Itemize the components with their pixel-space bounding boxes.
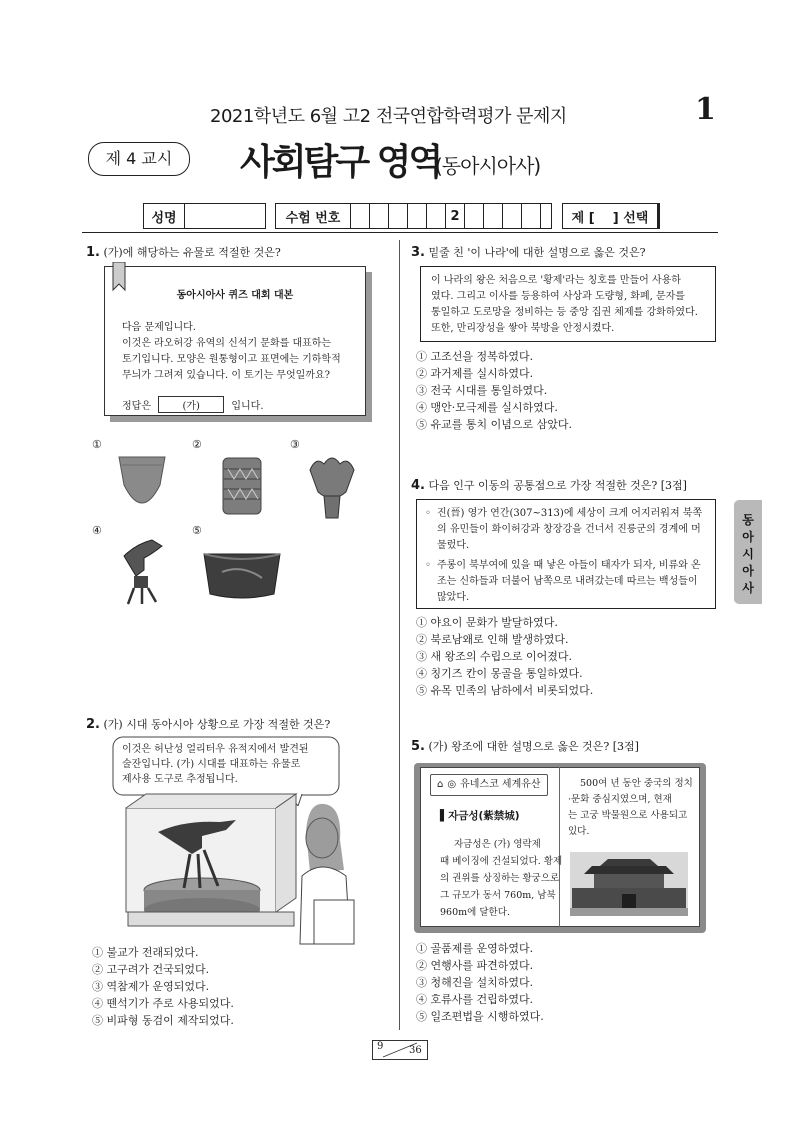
q5-right-text bbox=[568, 776, 693, 840]
exam-number-digit: 2 bbox=[446, 204, 465, 228]
question-2 bbox=[86, 716, 330, 732]
q2-choice-3[interactable]: ③ 역참제가 운영되었다. bbox=[92, 980, 210, 993]
question-3 bbox=[411, 244, 646, 260]
unesco-badge bbox=[430, 774, 548, 796]
q4-passage-item: ◦ 주롱이 북부여에 있을 때 낳은 아들이 태자가 되자, 비류와 온조는 신하들과 더불어 남쪽으로 내려갔는데 따르는 백성들이 많았다. bbox=[425, 558, 707, 606]
q1-choice-5[interactable]: ⑤ bbox=[192, 524, 202, 537]
question-1 bbox=[86, 244, 281, 260]
name-field[interactable] bbox=[143, 203, 266, 229]
subject-title: 사회탐구 영역 bbox=[240, 142, 441, 183]
q3-passage-line: 이 나라의 왕은 처음으로 '황제'라는 칭호를 만들어 사용하 bbox=[431, 275, 681, 286]
q5-left-line: 의 권위를 상징하는 황궁으로 bbox=[440, 873, 560, 884]
column-divider bbox=[399, 240, 400, 1030]
museum-display-illustration bbox=[124, 780, 364, 946]
q1-choice-3[interactable]: ③ bbox=[290, 438, 300, 451]
q4-passage-item: ◦ 진(晉) 영가 연간(307~313)에 세상이 크게 어지러워져 북쪽의 유민들이 화이허강과 창장강을 건너서 진릉군의 경계에 머물렀다. bbox=[425, 506, 707, 554]
q5-site-title bbox=[440, 808, 520, 823]
q1-card-line: 토기입니다. 모양은 원통형이고 표면에는 기하학적 bbox=[122, 354, 341, 365]
exam-number-field[interactable] bbox=[275, 203, 552, 229]
q3-choice-1[interactable]: ① 고조선을 정복하였다. bbox=[416, 350, 534, 363]
selection-label: 제 [ ] 선택 bbox=[571, 210, 649, 226]
q5-site-title-text: 자금성(紫禁城) bbox=[448, 810, 520, 822]
side-tab-char: 동 bbox=[742, 513, 754, 527]
q5-left-line: 960m에 달한다. bbox=[440, 907, 510, 918]
q5-left-line: 그 규모가 동서 760m, 남북 bbox=[440, 890, 556, 901]
q5-right-line: 있다. bbox=[568, 826, 590, 837]
q4-choice-2[interactable]: ② 북로남왜로 인해 발생하였다. bbox=[416, 633, 569, 646]
q1-answer-suffix: 입니다. bbox=[231, 401, 264, 412]
q1-answer-blank: (가) bbox=[158, 396, 224, 413]
bar-marker-icon: ▌ bbox=[440, 810, 449, 822]
q5-left-line: 자금성은 (가) 영락제 bbox=[454, 839, 541, 850]
q2-choice-4[interactable]: ④ 뗀석기가 주로 사용되었다. bbox=[92, 997, 234, 1010]
q2-choice-2[interactable]: ② 고구려가 건국되었다. bbox=[92, 963, 210, 976]
q4-number: 4. bbox=[411, 478, 425, 493]
q5-left-line: 때 베이징에 건설되었다. 황제 bbox=[440, 856, 563, 867]
q4-choices bbox=[416, 614, 593, 699]
q5-left-text bbox=[440, 836, 562, 921]
q3-choice-4[interactable]: ④ 맹안·모극제를 실시하였다. bbox=[416, 401, 558, 414]
q5-right-line: 500여 년 동안 중국의 정치 bbox=[580, 778, 693, 789]
page-counter bbox=[372, 1040, 428, 1060]
side-tab-char: 사 bbox=[742, 581, 754, 595]
q2-choices bbox=[92, 944, 234, 1029]
q4-choice-1[interactable]: ① 야요이 문화가 발달하였다. bbox=[416, 616, 558, 629]
q4-choice-5[interactable]: ⑤ 유목 민족의 남하에서 비롯되었다. bbox=[416, 684, 594, 697]
q5-choice-4[interactable]: ④ 호류사를 건립하였다. bbox=[416, 993, 534, 1006]
page-number: 1 bbox=[695, 92, 716, 127]
q3-text: 밑줄 친 '이 나라'에 대한 설명으로 옳은 것은? bbox=[428, 246, 646, 259]
page-current: 9 bbox=[377, 1041, 384, 1052]
q1-answer-line bbox=[122, 396, 264, 413]
period-label: 제 4 교시 bbox=[88, 142, 190, 176]
unesco-badge-text: 유네스코 세계유산 bbox=[460, 779, 541, 790]
q2-bubble-line: 제사용 도구로 추정됩니다. bbox=[122, 774, 238, 785]
q2-choice-1[interactable]: ① 불교가 전래되었다. bbox=[92, 946, 199, 959]
q3-number: 3. bbox=[411, 245, 425, 260]
q5-choices bbox=[416, 940, 544, 1025]
q5-choice-3[interactable]: ③ 청해진을 설치하였다. bbox=[416, 976, 534, 989]
q2-text: (가) 시대 동아시아 상황으로 가장 적절한 것은? bbox=[103, 718, 331, 731]
q2-bubble-line: 술잔입니다. (가) 시대를 대표하는 유물로 bbox=[122, 759, 301, 770]
exam-number-label: 수험 번호 bbox=[276, 204, 351, 228]
q1-text: (가)에 해당하는 유물로 적절한 것은? bbox=[103, 246, 281, 259]
q1-card-line: 무늬가 그려져 있습니다. 이 토기는 무엇일까요? bbox=[122, 370, 330, 381]
carved-stone-vessel-image bbox=[202, 548, 282, 604]
q3-choice-2[interactable]: ② 과거제를 실시하였다. bbox=[416, 367, 534, 380]
q5-text: (가) 왕조에 대한 설명으로 옳은 것은? [3점] bbox=[428, 740, 639, 753]
bronze-vessel-artifact-image bbox=[118, 536, 170, 606]
side-tab-char: 시 bbox=[742, 547, 754, 561]
q3-choice-5[interactable]: ⑤ 유교를 통치 이념으로 삼았다. bbox=[416, 418, 572, 431]
page-total: 36 bbox=[409, 1045, 422, 1056]
q5-choice-1[interactable]: ① 골품제를 운영하였다. bbox=[416, 942, 534, 955]
side-tab-label bbox=[734, 512, 762, 597]
q4-choice-4[interactable]: ④ 칭기즈 칸이 몽골을 통일하였다. bbox=[416, 667, 583, 680]
pottery-artifact-2-image bbox=[220, 455, 264, 517]
q3-choice-3[interactable]: ③ 전국 시대를 통일하였다. bbox=[416, 384, 548, 397]
q2-number: 2. bbox=[86, 717, 100, 732]
q3-passage-line: 또한, 만리장성을 쌓아 북방을 안정시켰다. bbox=[431, 323, 615, 334]
q1-card-title: 동아시아사 퀴즈 대회 대본 bbox=[176, 290, 294, 301]
side-tab-char: 아 bbox=[742, 564, 754, 578]
q4-passage-text: 주롱이 북부여에 있을 때 낳은 아들이 태자가 되자, 비류와 온조는 신하들과 더불어 남쪽으로 내려갔는데 따르는 백성들이 많았다. bbox=[437, 560, 701, 603]
forbidden-city-photo bbox=[570, 852, 688, 916]
q1-choice-2[interactable]: ② bbox=[192, 438, 202, 451]
header-rule bbox=[82, 232, 718, 233]
exam-title: 2021학년도 6월 고2 전국연합학력평가 문제지 bbox=[210, 106, 567, 127]
pottery-artifact-3-image bbox=[306, 452, 358, 520]
q5-right-line: 는 고궁 박물원으로 사용되고 bbox=[568, 810, 688, 821]
q1-number: 1. bbox=[86, 245, 100, 260]
q3-choices bbox=[416, 348, 572, 433]
q4-choice-3[interactable]: ③ 새 왕조의 수립으로 이어졌다. bbox=[416, 650, 572, 663]
q1-quiz-card bbox=[104, 266, 374, 424]
q3-passage-box bbox=[420, 266, 716, 342]
unesco-temple-icon: ⌂ bbox=[437, 779, 444, 790]
selection-field[interactable] bbox=[562, 203, 660, 229]
question-4 bbox=[411, 477, 687, 493]
side-tab-char: 아 bbox=[742, 530, 754, 544]
q5-choice-5[interactable]: ⑤ 일조편법을 시행하였다. bbox=[416, 1010, 544, 1023]
pottery-artifact-1-image bbox=[116, 455, 168, 517]
q3-passage-line: 였다. 그리고 이사를 등용하여 사상과 도량형, 화폐, 문자를 bbox=[431, 291, 685, 302]
q5-right-line: ·문화 중심지였으며, 현재 bbox=[568, 794, 672, 805]
q1-card-line: 이것은 라오허강 유역의 신석기 문화를 대표하는 bbox=[122, 338, 332, 349]
q2-choice-5[interactable]: ⑤ 비파형 동검이 제작되었다. bbox=[92, 1014, 234, 1027]
q2-bubble-line: 이것은 허난성 얼리터우 유적지에서 발견된 bbox=[122, 744, 309, 755]
subject-side-tab bbox=[734, 500, 762, 604]
unesco-circle-icon: ◎ bbox=[447, 779, 457, 790]
q1-choice-4[interactable]: ④ bbox=[92, 524, 102, 537]
q1-card-body bbox=[122, 320, 341, 384]
question-5 bbox=[411, 738, 639, 754]
q3-passage-line: 통일하고 도로망을 정비하는 등 중앙 집권 체제를 강화하였다. bbox=[431, 307, 698, 318]
q5-number: 5. bbox=[411, 739, 425, 754]
name-label: 성명 bbox=[144, 204, 185, 228]
subject-subtitle: (동아시아사) bbox=[435, 154, 541, 178]
q5-choice-2[interactable]: ② 연행사를 파견하였다. bbox=[416, 959, 534, 972]
q4-passage-box bbox=[416, 499, 716, 609]
q1-choice-1[interactable]: ① bbox=[92, 438, 102, 451]
q1-answer-prefix: 정답은 bbox=[122, 401, 151, 412]
q1-card-line: 다음 문제입니다. bbox=[122, 322, 196, 333]
q4-passage-text: 진(晉) 영가 연간(307~313)에 세상이 크게 어지러워져 북쪽의 유민들이 화이허강과 창장강을 건너서 진릉군의 경계에 머물렀다. bbox=[437, 508, 703, 551]
q4-text: 다음 인구 이동의 공통점으로 가장 적절한 것은? [3점] bbox=[428, 479, 687, 492]
